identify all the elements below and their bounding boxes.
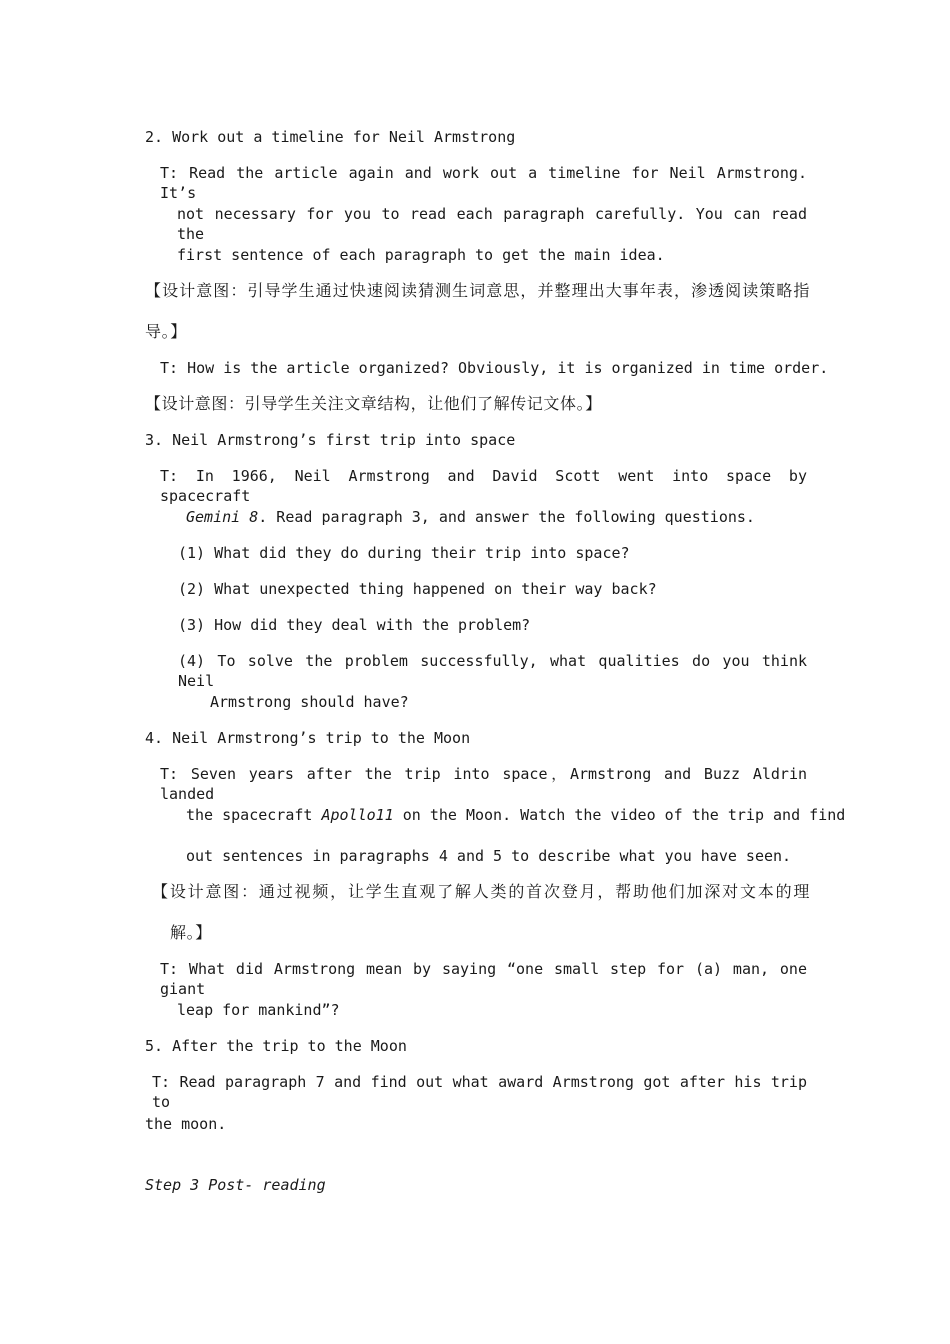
line-text: the spacecraft [186,806,322,824]
spacecraft-name: Gemini 8 [186,508,259,526]
section-2-heading: 2. Work out a timeline for Neil Armstrong [145,128,516,146]
question-item: (4) To solve the problem successfully, what qualities do you think Neil [178,652,807,690]
section-3-teacher-line [186,507,807,527]
spacecraft-name: Apollo11 [321,806,394,824]
question-item: (1) What did they do during their trip into space? [178,544,630,562]
step-3-heading: Step 3 Post- reading [145,1176,326,1194]
section-4-heading: 4. Neil Armstrong’s trip to the Moon [145,729,471,747]
section-4-teacher-line: leap for mankind”? [177,1001,340,1019]
section-4-teacher-line: T: What did Armstrong mean by saying “one small step for (a) man, one giant [160,960,807,998]
section-5-teacher-line: T: Read paragraph 7 and find out what award Armstrong got after his trip to [152,1073,807,1111]
question-item: (2) What unexpected thing happened on their way back? [178,580,657,598]
section-4-teacher-line: T: Seven years after the trip into space，Armstrong and Buzz Aldrin landed [160,765,807,803]
section-2-teacher-line: T: Read the article again and work out a timeline for Neil Armstrong. It’s [160,164,807,202]
design-intent-note: 【设计意图：引导学生关注文章结构，让他们了解传记文体。】 [145,394,602,413]
section-2-teacher-line: not necessary for you to read each paragraph carefully. You can read the [177,205,807,243]
line-text: on the Moon. Watch the video of the trip and find [393,806,846,824]
design-intent-note: 【设计意图：通过视频，让学生直观了解人类的首次登月，帮助他们加深对文本的理 [152,882,810,901]
section-3-teacher-line: T: In 1966, Neil Armstrong and David Scott went into space by spacecraft [160,467,807,505]
section-2-teacher-line: T: How is the article organized? Obviously, it is organized in time order. [160,359,829,377]
design-intent-note: 【设计意图：引导学生通过快速阅读猜测生词意思，并整理出大事年表，渗透阅读策略指 [145,281,810,300]
line-text: . Read paragraph 3, and answer the following questions. [258,508,755,526]
design-intent-note: 导。】 [145,322,187,341]
section-4-teacher-line: out sentences in paragraphs 4 and 5 to describe what you have seen. [186,847,792,865]
section-5-heading: 5. After the trip to the Moon [145,1037,407,1055]
section-3-heading: 3. Neil Armstrong’s first trip into space [145,431,516,449]
question-item-continuation: Armstrong should have? [210,693,409,711]
design-intent-note: 解。】 [170,923,212,942]
section-2-teacher-line: first sentence of each paragraph to get the main idea. [177,246,665,264]
section-4-teacher-line [186,805,846,825]
section-5-teacher-line: the moon. [145,1115,227,1133]
question-item: (3) How did they deal with the problem? [178,616,531,634]
